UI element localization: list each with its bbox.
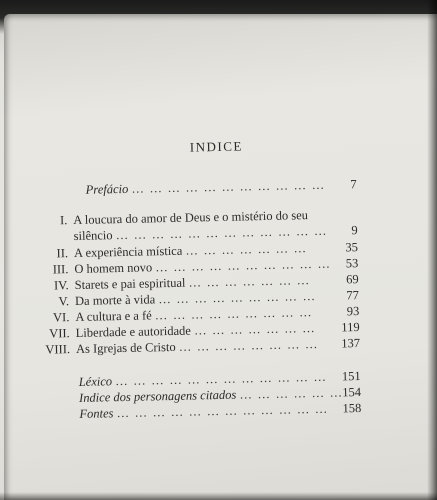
toc-page-number: 154 xyxy=(342,385,362,400)
toc-page-number: 77 xyxy=(346,288,360,303)
toc-page-number: 35 xyxy=(345,240,359,255)
toc-entry-label: As Igrejas de Cristo xyxy=(75,339,176,356)
toc-page-number: 93 xyxy=(346,304,360,319)
toc-page-number: 119 xyxy=(341,320,360,335)
chapter-number: I. xyxy=(59,213,68,228)
leader-dots: … … … … … … … … xyxy=(178,336,319,354)
toc-entry-label: Da morte à vida xyxy=(74,292,156,309)
toc-entry-label: O homem novo xyxy=(74,260,153,277)
toc-entry-label: Fontes xyxy=(79,406,114,421)
chapter-number: VIII. xyxy=(45,342,71,357)
leader-dots: … … … … … … … … … … xyxy=(155,256,332,275)
leader-dots: … … … … … … … … … … … xyxy=(131,177,326,196)
toc-entry-label: Indice dos personagens citados xyxy=(78,387,237,405)
toc-entry-label: Liberdade e autoridade xyxy=(75,323,192,340)
leader-dots: … … … … … … … … … xyxy=(154,305,313,323)
leader-dots: … … … … … … … xyxy=(193,320,317,338)
chapter-number: V. xyxy=(58,294,70,309)
chapter-number: II. xyxy=(56,246,69,261)
toc-entry-label: A cultura e a fé xyxy=(75,308,152,325)
toc-entry-label: Starets e pai espiritual xyxy=(74,275,186,293)
toc-entry-label: A experiência mística xyxy=(73,243,183,261)
leader-dots: … … … … … … … … … … … … xyxy=(115,369,328,389)
page-title: INDICE xyxy=(189,138,243,155)
toc-page-number: 69 xyxy=(345,272,359,287)
chapter-number: VII. xyxy=(49,326,70,341)
chapter-number: III. xyxy=(52,262,69,277)
toc-entry-label: Prefácio xyxy=(85,181,129,197)
page-edge-shadow-bottom xyxy=(0,492,437,500)
leader-dots: … … … … … … … … … … … … xyxy=(116,401,329,421)
leader-dots: … … … … … … … xyxy=(185,241,308,258)
toc-page-number: 137 xyxy=(341,336,361,351)
leader-dots: … … … … … … xyxy=(239,385,344,402)
toc-entry-label: A loucura do amor de Deus e o mistério do seu xyxy=(73,208,309,228)
toc-page-number: 53 xyxy=(345,256,359,271)
leader-dots: … … … … … … … xyxy=(188,273,311,290)
chapter-number: VI. xyxy=(52,310,70,325)
toc-page-number: 9 xyxy=(351,223,358,238)
toc-entry-label: silêncio xyxy=(73,228,113,244)
toc-page-number: 151 xyxy=(341,369,361,384)
leader-dots: … … … … … … … … … xyxy=(158,288,317,307)
chapter-number: IV. xyxy=(53,278,69,293)
toc-page-number: 158 xyxy=(342,401,362,416)
toc-entry-label: Léxico xyxy=(78,374,113,389)
toc-page-number: 7 xyxy=(350,177,357,192)
leader-dots: … … … … … … … … … … … … xyxy=(115,223,328,243)
page-edge-shadow-right xyxy=(427,0,437,500)
toc-entry-preface xyxy=(86,178,326,198)
